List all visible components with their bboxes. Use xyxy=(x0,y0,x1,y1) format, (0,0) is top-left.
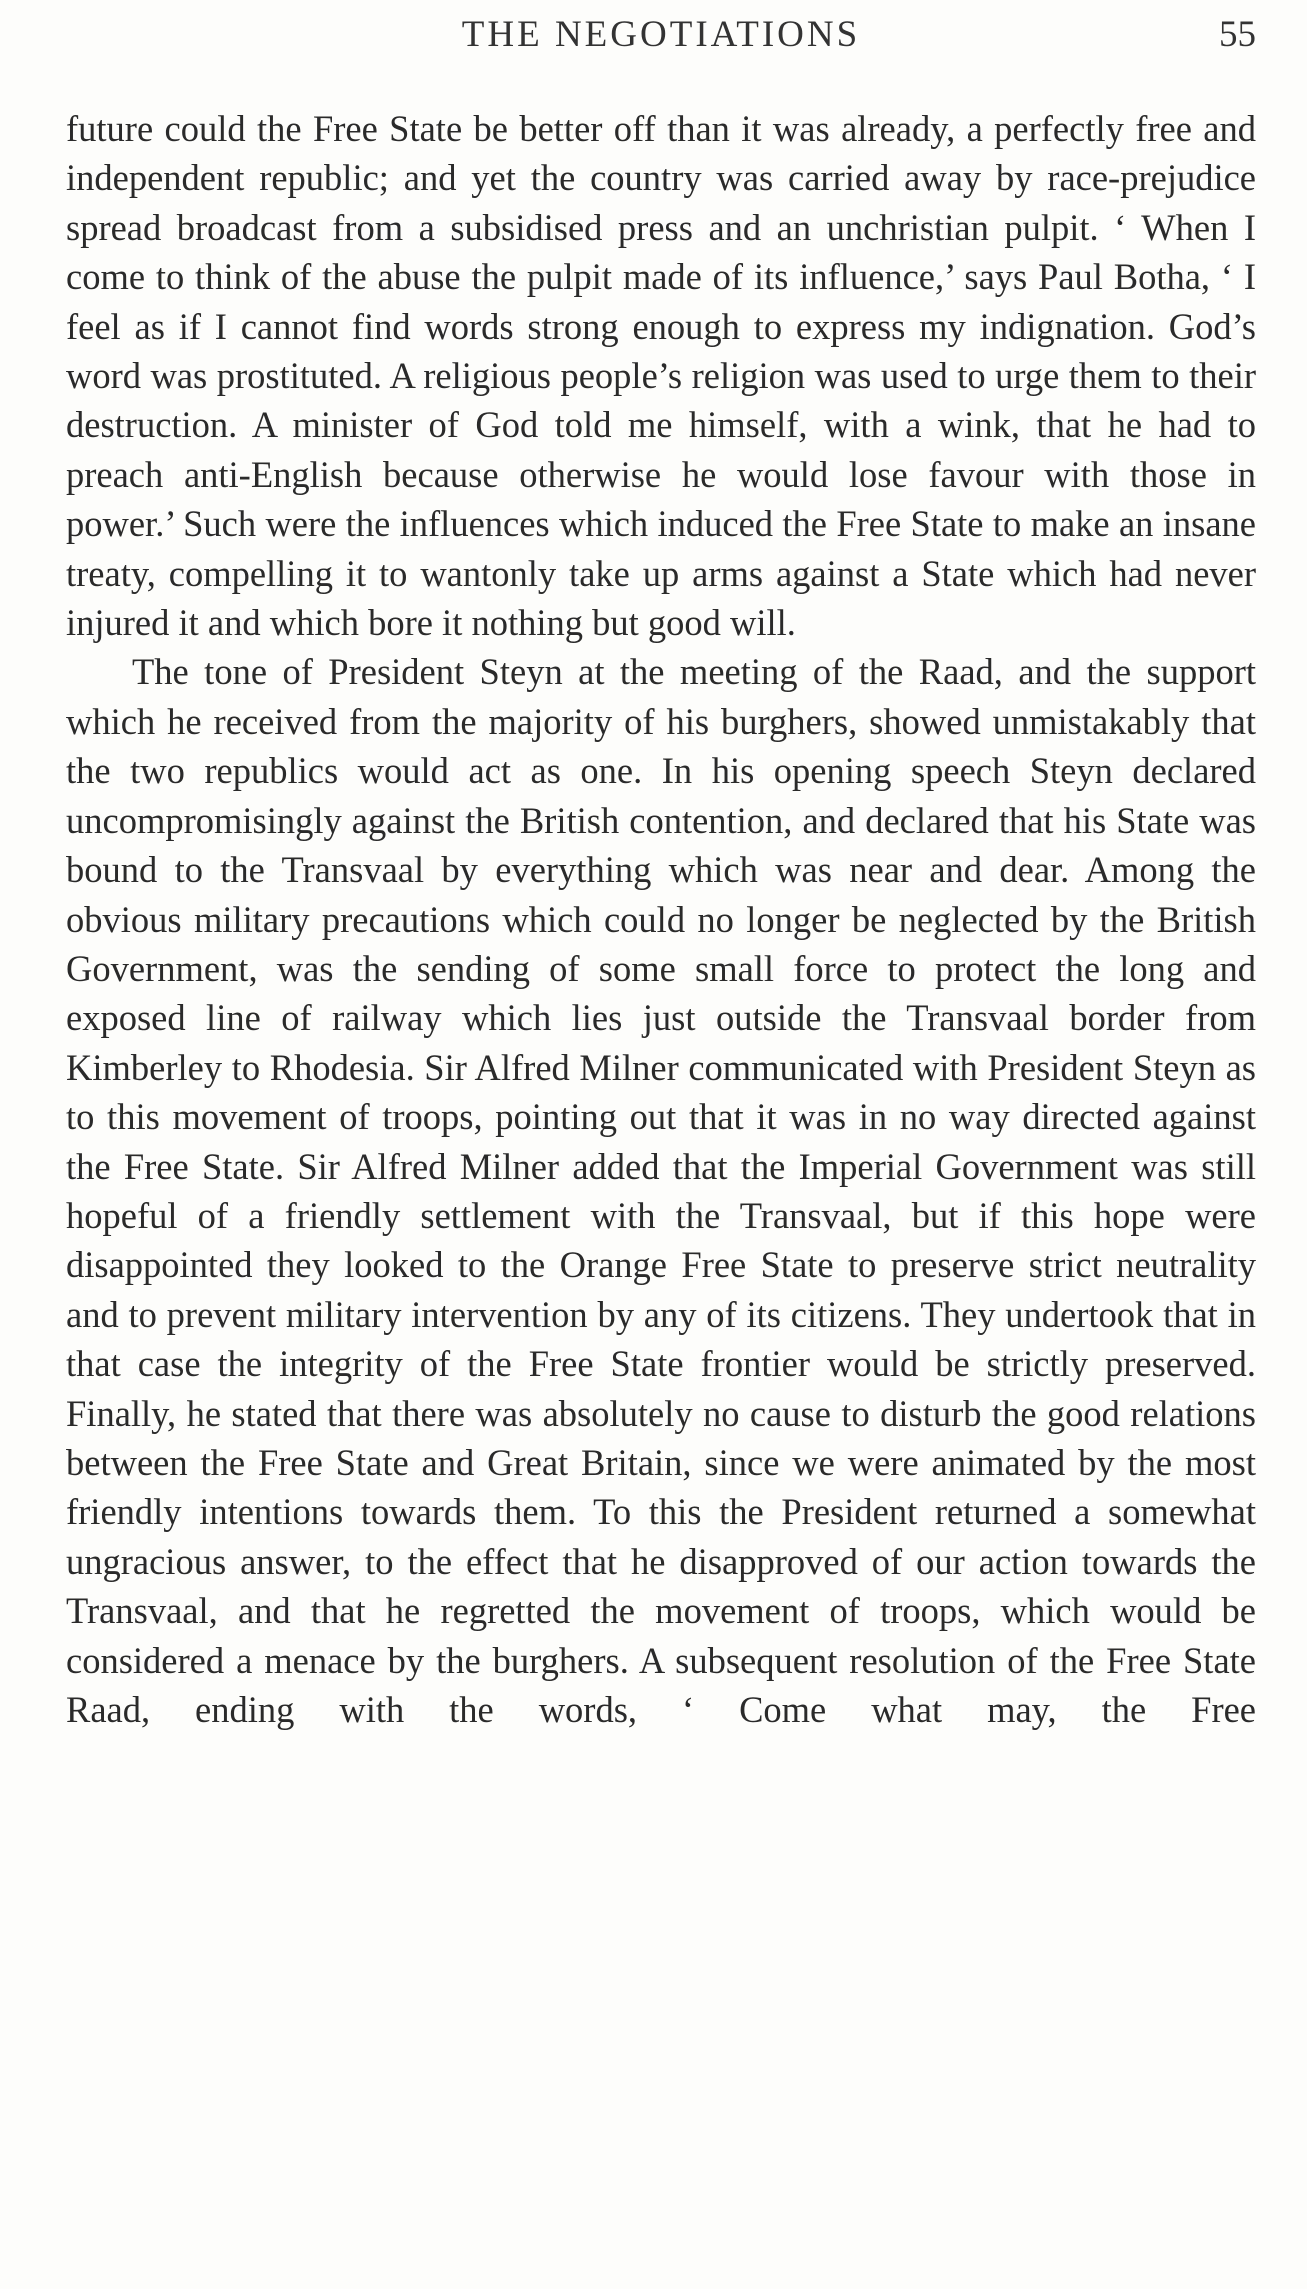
paragraph-1: future could the Free State be better off than it was already, a perfectly free and independent republic; and yet the country was carried away by race-prejudice spread broadcast from a subsidised press and an unchristian pulpit. ‘ When I come to think of the abuse the pulpit made of its influence,’ says Paul Botha, ‘ I feel as if I cannot find words strong enough to express my indignation. God’s word was prostituted. A religious people’s religion was used to urge them to their destruction. A minister of God told me himself, with a wink, that he had to preach anti-English because otherwise he would lose favour with those in power.’ Such were the influences which induced the Free State to make an insane treaty, compelling it to wantonly take up arms against a State which had never injured it and which bore it nothing but good will. xyxy=(66,108,1256,644)
running-head xyxy=(66,10,1256,60)
paragraph-2: The tone of President Steyn at the meeting of the Raad, and the support which he received from the majority of his burghers, showed unmistakably that the two republics would act as one. In his opening speech Steyn declared uncompromisingly against the British contention, and declared that his State was bound to the Transvaal by everything which was near and dear. Among the obvious military precautions which could no longer be neglected by the British Government, was the sending of some small force to protect the long and exposed line of railway which lies just outside the Transvaal border from Kimberley to Rhodesia. Sir Alfred Milner communicated with President Steyn as to this movement of troops, pointing out that it was in no way directed against the Free State. Sir Alfred Milner added that the Imperial Government was still hopeful of a friendly settlement with the Transvaal, but if this hope were disappointed they looked to the Orange Free State to preserve strict neutrality and to prevent military intervention by any of its citizens. They undertook that in that case the integrity of the Free State frontier would be strictly preserved. Finally, he stated that there was absolutely no cause to disturb the good relations between the Free State and Great Britain, since we were animated by the most friendly intentions towards them. To this the President returned a somewhat ungracious answer, to the effect that he disapproved of our action towards the Transvaal, and that he regretted the movement of troops, which would be considered a menace by the burghers. A subsequent resolution of the Free State Raad, ending with the words, ‘ Come what may, the Free xyxy=(66,651,1256,1730)
running-title: THE NEGOTIATIONS xyxy=(461,14,861,55)
page-number: 55 xyxy=(1219,14,1256,55)
body-text xyxy=(66,104,1256,1734)
